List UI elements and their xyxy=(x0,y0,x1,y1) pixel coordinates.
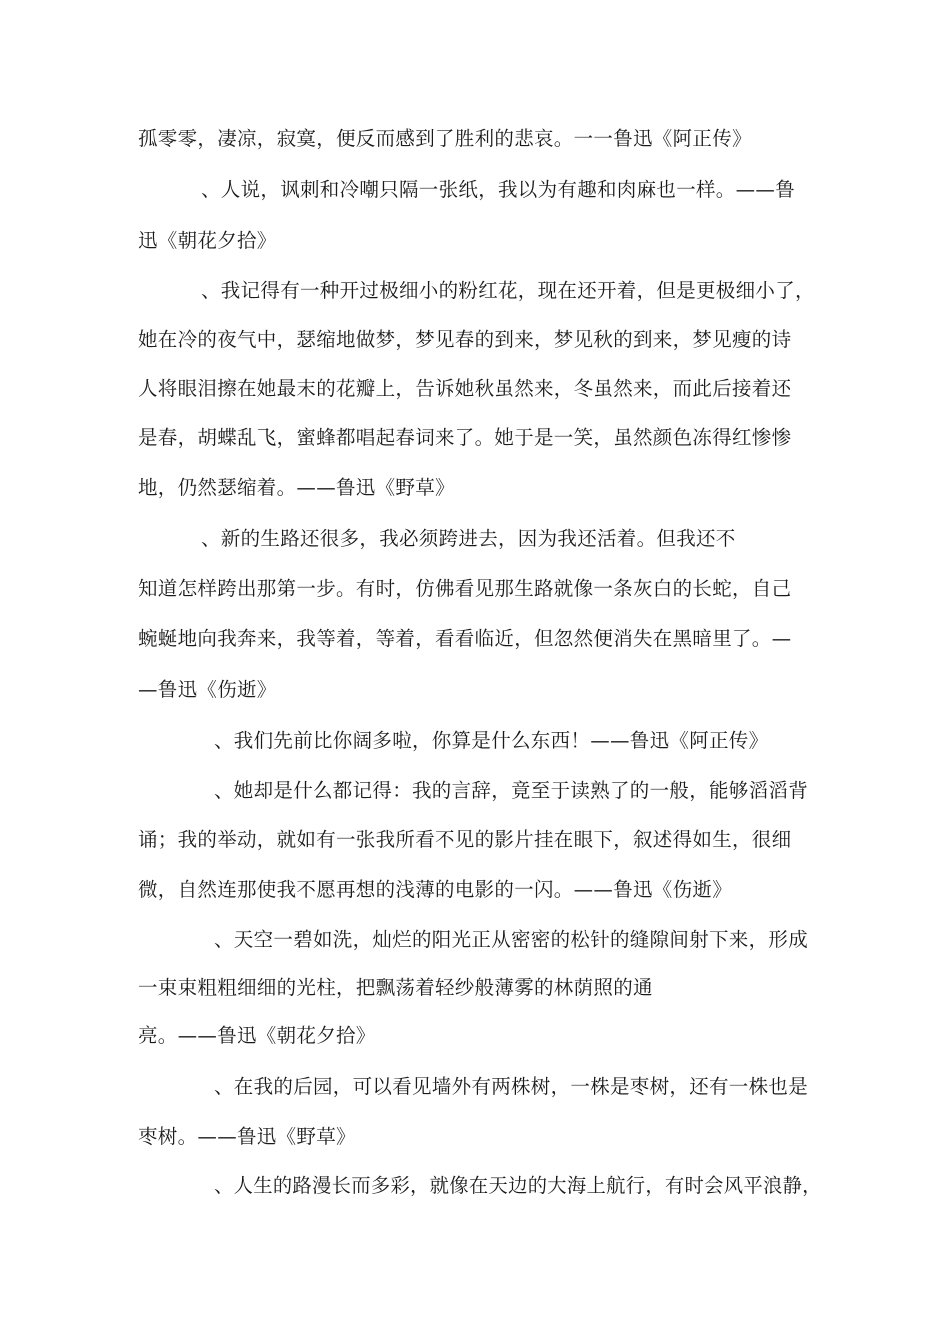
text-line: 人将眼泪擦在她最末的花瓣上，告诉她秋虽然来，冬虽然来，而此后接着还 xyxy=(138,377,792,400)
text-line: 、我记得有一种开过极细小的粉红花，现在还开着，但是更极细小了， xyxy=(201,279,815,302)
text-line: 迅《朝花夕拾》 xyxy=(138,229,277,252)
text-line: 枣树。——鲁迅《野草》 xyxy=(138,1125,356,1148)
text-line: 蜿蜒地向我奔来，我等着，等着，看看临近，但忽然便消失在黑暗里了。— xyxy=(138,627,792,650)
text-line: 亮。——鲁迅《朝花夕拾》 xyxy=(138,1024,376,1047)
text-line: 、在我的后园，可以看见墙外有两株树，一株是枣树，还有一株也是 xyxy=(214,1075,809,1098)
text-line: 诵；我的举动，就如有一张我所看不见的影片挂在眼下，叙述得如生，很细 xyxy=(138,828,792,851)
text-line: 是春，胡蝶乱飞，蜜蜂都唱起春词来了。她于是一笑，虽然颜色冻得红惨惨 xyxy=(138,426,792,449)
text-line: 一束束粗粗细细的光柱，把飘荡着轻纱般薄雾的林荫照的通 xyxy=(138,976,653,999)
text-line: 、我们先前比你阔多啦，你算是什么东西！——鲁迅《阿正传》 xyxy=(214,729,769,752)
text-line: 她在冷的夜气中，瑟缩地做梦，梦见春的到来，梦见秋的到来，梦见瘦的诗 xyxy=(138,328,792,351)
text-line: —鲁迅《伤逝》 xyxy=(138,678,277,701)
text-line: 、新的生路还很多，我必须跨进去，因为我还活着。但我还不 xyxy=(201,527,736,550)
text-line: 、人说，讽刺和冷嘲只隔一张纸，我以为有趣和肉麻也一样。——鲁 xyxy=(201,178,796,201)
text-line: 、人生的路漫长而多彩，就像在天边的大海上航行，有时会风平浪静， xyxy=(214,1174,822,1197)
text-line: 孤零零，凄凉，寂寞，便反而感到了胜利的悲哀。一一鲁迅《阿正传》 xyxy=(138,127,752,150)
text-line: 、她却是什么都记得：我的言辞，竟至于读熟了的一般，能够滔滔背 xyxy=(214,779,809,802)
text-line: 、天空一碧如洗，灿烂的阳光正从密密的松针的缝隙间射下来，形成 xyxy=(214,928,809,951)
text-line: 知道怎样跨出那第一步。有时，仿佛看见那生路就像一条灰白的长蛇，自己 xyxy=(138,577,792,600)
text-line: 微，自然连那使我不愿再想的浅薄的电影的一闪。——鲁迅《伤逝》 xyxy=(138,878,733,901)
text-line: 地，仍然瑟缩着。——鲁迅《野草》 xyxy=(138,476,455,499)
